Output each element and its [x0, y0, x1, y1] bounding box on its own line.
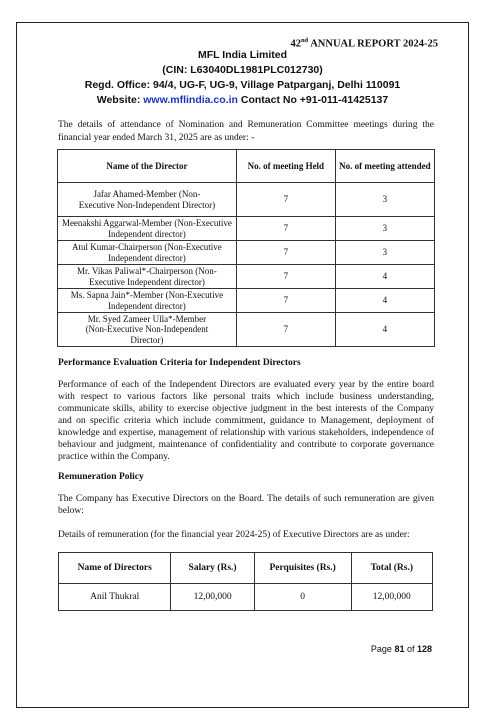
contact-number: Contact No +91-011-41425137: [237, 94, 389, 106]
col-director-name: Name of Directors: [59, 553, 171, 584]
col-director-name: Name of the Director: [58, 150, 237, 183]
website-link[interactable]: www.mflindia.co.in: [143, 94, 238, 106]
table-row: [58, 289, 435, 313]
col-perquisites: Perquisites (Rs.): [254, 553, 351, 584]
remuneration-table: [58, 552, 433, 611]
table-row: [58, 265, 435, 289]
meetings-held: 7: [236, 241, 335, 265]
director-name: Atul Kumar-Chairperson (Non-Executive Independent director): [58, 241, 237, 265]
page-number: [371, 644, 432, 654]
total-pages: 128: [416, 644, 432, 654]
page-separator: of: [404, 644, 417, 654]
page-prefix: Page: [370, 644, 395, 654]
meetings-attended: 4: [335, 265, 434, 289]
company-name: MFL India Limited: [197, 49, 288, 61]
salary-value: 12,00,000: [171, 584, 254, 611]
report-page: [16, 22, 469, 708]
meetings-attended: 4: [335, 289, 434, 313]
director-name: Jafar Ahamed-Member (Non-Executive Non-Independent Director): [58, 183, 237, 217]
remuneration-paragraph: The Company has Executive Directors on the Board. The details of such remuneration are given below:: [58, 494, 434, 516]
meetings-attended: 3: [335, 241, 434, 265]
website-contact-line: [17, 94, 468, 106]
performance-heading: Performance Evaluation Criteria for Independent Directors: [58, 358, 301, 368]
table-row: [58, 183, 435, 217]
attendance-header-row: [58, 150, 435, 183]
performance-paragraph: Performance of each of the Independent Directors are evaluated every year by the entire board with respect to various factors like personal traits which include business understanding, communicate skills, ability to exercise objective judgment in the best interests of the Company and on specific criteria which include commitment, guidance to Management, deployment of knowledge and expertise, management of relationship with various stakeholders, independence of behaviour and judgment, maintenance of confidentiality and contribute to corporate governance practice within the Company.: [58, 380, 434, 462]
attendance-intro: The details of attendance of Nomination and Remuneration Committee meetings during the financial year ended March 31, 2025 are as under: -: [58, 120, 434, 143]
meetings-held: 7: [236, 217, 335, 241]
report-number: 42: [290, 38, 301, 50]
director-name: Anil Thukral: [59, 584, 171, 611]
col-meetings-attended: No. of meeting attended: [335, 150, 434, 183]
director-name: Meenakshi Aggarwal-Member (Non-Executive Independent director): [58, 217, 237, 241]
remuneration-header-row: [59, 553, 433, 584]
col-salary: Salary (Rs.): [171, 553, 254, 584]
director-name: Mr. Syed Zameer Ulla*-Member (Non-Executive Non-Independent Director): [58, 313, 237, 347]
report-number-suffix: nd: [300, 37, 309, 44]
remuneration-details-intro: Details of remuneration (for the financial year 2024-25) of Executive Directors are as under:: [58, 530, 410, 540]
meetings-attended: 3: [335, 183, 434, 217]
meetings-attended: 4: [335, 313, 434, 347]
current-page: 81: [394, 644, 405, 654]
col-total: Total (Rs.): [351, 553, 432, 584]
meetings-attended: 3: [335, 217, 434, 241]
annual-report-label: [290, 37, 438, 50]
remuneration-heading: Remuneration Policy: [58, 472, 144, 482]
meetings-held: 7: [236, 313, 335, 347]
director-name: Ms. Sapna Jain*-Member (Non-Executive Independent director): [58, 289, 237, 313]
meetings-held: 7: [236, 289, 335, 313]
company-cin: (CIN: L63040DL1981PLC012730): [162, 64, 323, 76]
col-meetings-held: No. of meeting Held: [236, 150, 335, 183]
table-row: [58, 313, 435, 347]
table-row: [58, 241, 435, 265]
meetings-held: 7: [236, 265, 335, 289]
attendance-table: [57, 149, 435, 347]
registered-office: Regd. Office: 94/4, UG-F, UG-9, Village Patparganj, Delhi 110091: [84, 79, 401, 91]
table-row: [58, 217, 435, 241]
meetings-held: 7: [236, 183, 335, 217]
website-label: Website:: [96, 94, 144, 106]
director-name: Mr. Vikas Paliwal*-Chairperson (Non-Executive Independent director): [58, 265, 237, 289]
perquisites-value: 0: [254, 584, 351, 611]
report-title: ANNUAL REPORT 2024-25: [308, 38, 438, 50]
table-row: [59, 584, 433, 611]
total-value: 12,00,000: [351, 584, 432, 611]
